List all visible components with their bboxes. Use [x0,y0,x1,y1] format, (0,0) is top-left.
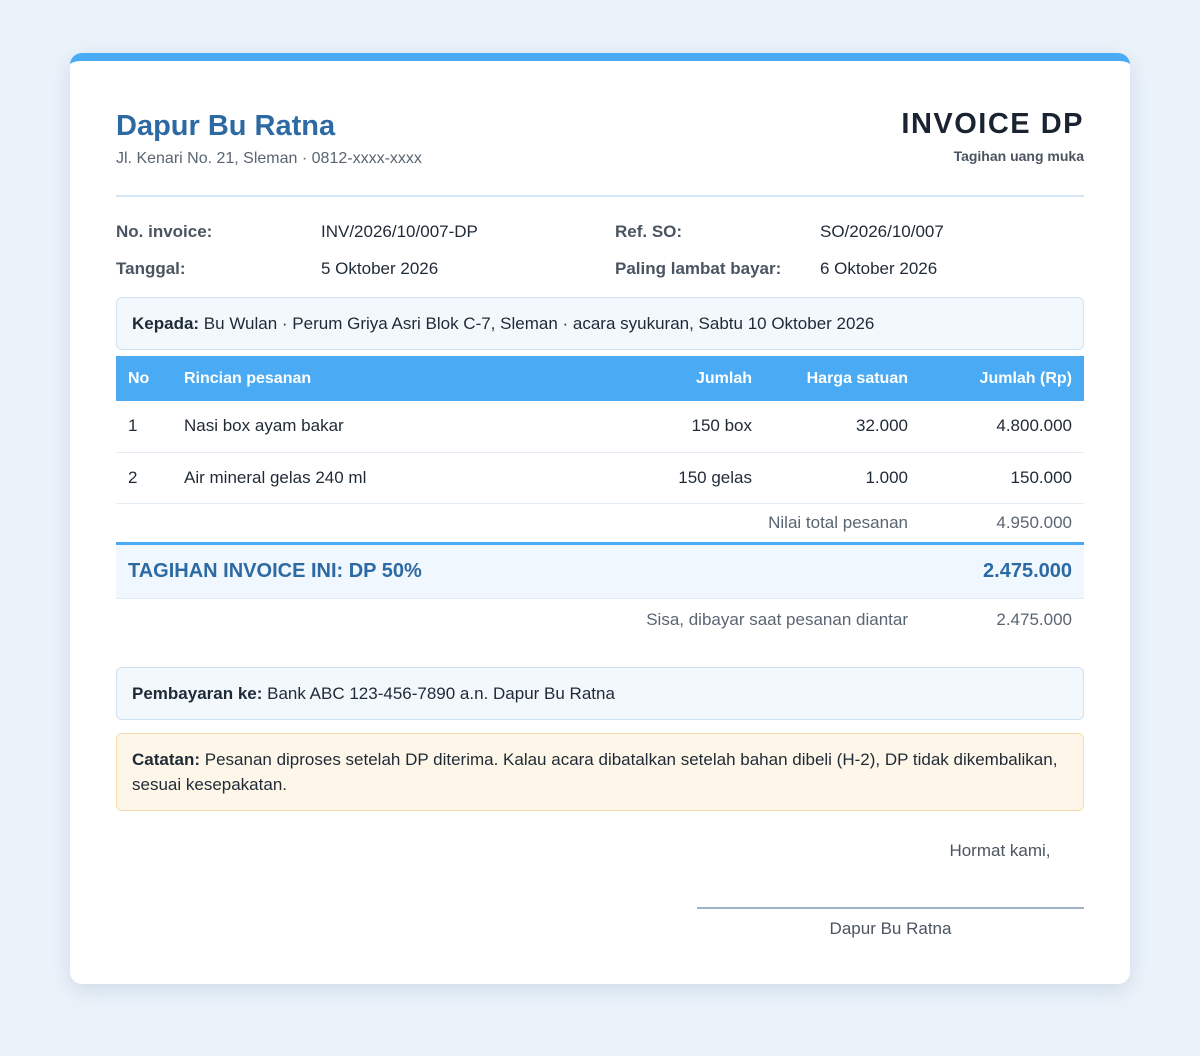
signature-line [697,907,1084,909]
items-table [116,356,1084,641]
invoice-number-value: INV/2026/10/007-DP [321,222,478,241]
payment-label: Pembayaran ke: [132,684,263,703]
due-date-value: 6 Oktober 2026 [820,259,938,278]
date-value: 5 Oktober 2026 [321,259,439,278]
business-address: Jl. Kenari No. 21, Sleman · 0812-xxxx-xxxx [116,150,422,167]
table-header-row [116,356,1084,401]
closing-text: Hormat kami, [949,841,1051,860]
remaining-value: 2.475.000 [996,609,1072,629]
order-total-row [116,503,1084,543]
ref-so-label: Ref. SO: [615,222,683,241]
due-date-label: Paling lambat bayar: [615,259,782,278]
table-row [116,452,1084,503]
invoice-body [116,61,1084,938]
header-qty: Jumlah [695,369,752,387]
business-name: Dapur Bu Ratna [116,110,336,142]
order-total-value: 4.950.000 [996,512,1072,532]
row-no: 2 [116,452,172,503]
invoice-due-row [116,543,1084,598]
invoice-due-value: 2.475.000 [920,543,1084,598]
recipient-label: Kepada: [132,314,200,333]
invoice-due-label: TAGIHAN INVOICE INI: DP 50% [116,543,920,598]
row-no: 1 [116,401,172,452]
row-item: Nasi box ayam bakar [172,401,604,452]
row-qty: 150 box [604,401,764,452]
note-text: Pesanan diproses setelah DP diterima. Kalau acara dibatalkan setelah bahan dibeli (H-2), DP tidak dikembalikan, sesuai kesepakatan. [132,750,1058,794]
payment-text: Bank ABC 123-456-7890 a.n. Dapur Bu Ratna [262,684,615,703]
date-label: Tanggal: [116,259,186,278]
invoice-number-label: No. invoice: [116,222,213,241]
row-qty: 150 gelas [604,452,764,503]
recipient-box [116,297,1084,350]
ref-so-value: SO/2026/10/007 [820,222,944,241]
row-amount: 150.000 [920,452,1084,503]
row-unit-price: 32.000 [764,401,920,452]
header-no: No [128,369,150,387]
note-box [116,733,1084,811]
remaining-label: Sisa, dibayar saat pesanan diantar [646,609,908,629]
header-amount: Jumlah (Rp) [979,369,1072,387]
invoice-meta [116,197,1084,287]
order-total-label: Nilai total pesanan [768,512,908,532]
payment-box [116,667,1084,720]
invoice-header [116,61,1084,197]
table-row [116,401,1084,452]
header-item: Rincian pesanan [184,369,312,387]
remaining-row [116,598,1084,641]
row-amount: 4.800.000 [920,401,1084,452]
note-label: Catatan: [132,750,201,769]
invoice-card [70,53,1130,984]
signer-name: Dapur Bu Ratna [829,919,952,938]
row-unit-price: 1.000 [764,452,920,503]
document-subtitle: Tagihan uang muka [953,148,1084,164]
recipient-text: Bu Wulan · Perum Griya Asri Blok C-7, Sleman · acara syukuran, Sabtu 10 Oktober 2026 [199,314,875,333]
document-title: INVOICE DP [901,108,1084,140]
header-unit-price: Harga satuan [806,369,908,387]
row-item: Air mineral gelas 240 ml [172,452,604,503]
